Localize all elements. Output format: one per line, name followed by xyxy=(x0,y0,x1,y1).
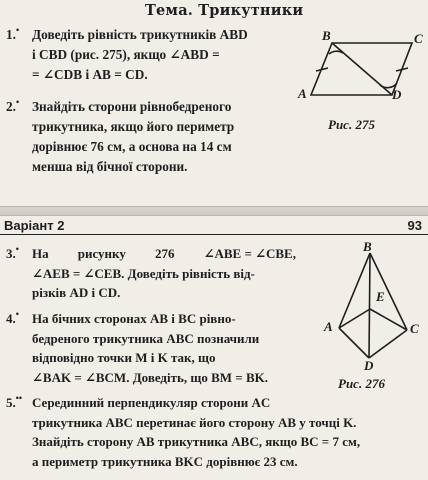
figure-276-caption: Рис. 276 xyxy=(338,376,385,391)
task-line: трикутника ABC перетинає його сторону AB у точці K. xyxy=(32,414,357,430)
task-line: а периметр трикутника BKC дорівнює 23 см. xyxy=(32,453,298,469)
variant-label: Варіант 2 xyxy=(4,218,65,233)
point-label-b: B xyxy=(363,239,372,254)
task-line: різків AD і CD. xyxy=(32,285,121,300)
task-line: = ∠CDB і AB = CD. xyxy=(32,67,148,82)
page-title: Тема. Трикутники xyxy=(145,2,304,19)
angle-arc-b xyxy=(329,51,343,54)
task-line: На бічних сторонах AB і BC рівно- xyxy=(32,311,236,326)
segment-bd xyxy=(369,253,370,358)
segment-cd xyxy=(369,330,407,358)
task-line: бедреного трикутника ABC позначили xyxy=(32,330,260,346)
figure-276-diagram xyxy=(325,245,425,373)
variant-header xyxy=(0,214,428,235)
task-line: трикутника, якщо його периметр xyxy=(32,119,235,134)
point-label-c: C xyxy=(414,31,423,46)
page-number: 93 xyxy=(407,218,422,233)
task-1 xyxy=(6,25,248,85)
task-number: 5.•• xyxy=(6,393,23,410)
point-label-e: E xyxy=(376,289,385,304)
task-line: дорівнює 76 см, а основа на 14 см xyxy=(32,139,232,154)
figure-275-caption: Рис. 275 xyxy=(328,117,375,132)
point-label-a: A xyxy=(298,86,307,101)
task-line: Серединний перпендикуляр сторони AC xyxy=(32,395,271,410)
task-number: 3.• xyxy=(6,244,19,261)
task-line: Доведіть рівність трикутників ABD xyxy=(32,27,248,42)
task-line: На рисунку 276 ∠ABE = ∠CBE, xyxy=(32,246,296,261)
point-label-b: B xyxy=(322,28,331,43)
point-label-c: C xyxy=(410,321,419,336)
task-number: 2.• xyxy=(6,97,20,114)
task-line: менша від бічної сторони. xyxy=(32,159,188,174)
task-2 xyxy=(6,97,234,177)
segment-ba xyxy=(339,253,370,328)
task-line: Знайдіть сторону AB трикутника ABC, якщо BC = 7 см, xyxy=(32,434,361,449)
task-line: ∠AEB = ∠CEB. Доведіть рівність від- xyxy=(32,265,255,281)
task-line: і CBD (рис. 275), якщо ∠ABD = xyxy=(32,47,220,62)
task-line: ∠BAK = ∠BCM. Доведіть, що BM = BK. xyxy=(32,369,268,385)
task-5 xyxy=(6,393,360,471)
task-line: відповідно точки M і K так, що xyxy=(32,350,216,365)
point-label-a: A xyxy=(324,319,333,334)
task-4 xyxy=(6,309,268,387)
point-label-d: D xyxy=(364,358,374,373)
segment-ad xyxy=(339,328,369,358)
task-number: 4.• xyxy=(6,309,19,326)
task-number: 1.• xyxy=(6,25,20,42)
point-label-d: D xyxy=(392,87,402,102)
task-3 xyxy=(6,244,296,303)
task-line: Знайдіть сторони рівнобедреного xyxy=(32,99,232,114)
figure-275-parallelogram xyxy=(290,28,428,128)
